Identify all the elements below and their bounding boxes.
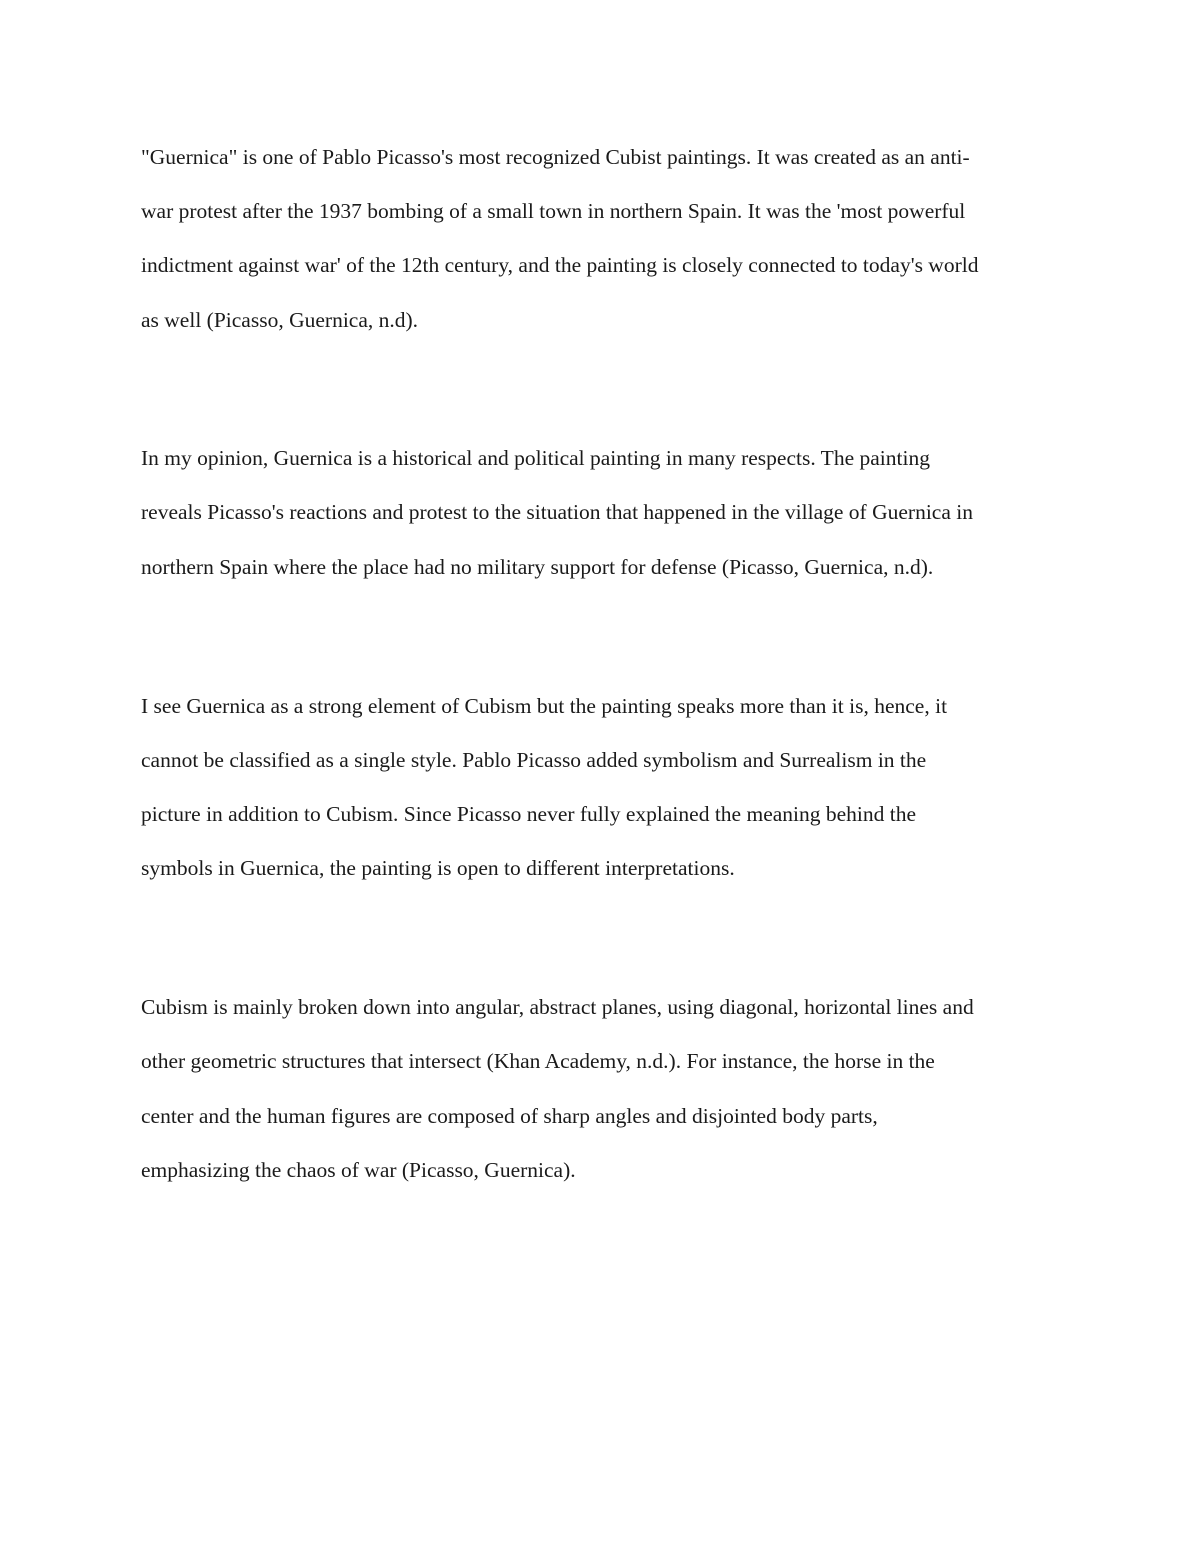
paragraph-line: war protest after the 1937 bombing of a small town in northern Spain. It was the 'most powerful	[141, 199, 966, 223]
paragraph-line: northern Spain where the place had no military support for defense (Picasso, Guernica, n.d).	[141, 555, 934, 579]
paragraph-line: Cubism is mainly broken down into angular, abstract planes, using diagonal, horizontal lines and	[141, 995, 974, 1019]
paragraph-line: center and the human figures are composed of sharp angles and disjointed body parts,	[141, 1104, 878, 1128]
paragraph-line: cannot be classified as a single style. Pablo Picasso added symbolism and Surrealism in the	[141, 748, 927, 772]
paragraph-line: I see Guernica as a strong element of Cubism but the painting speaks more than it is, hence, it	[141, 694, 948, 718]
paragraph-line: reveals Picasso's reactions and protest to the situation that happened in the village of Guernica in	[141, 500, 973, 524]
paragraph-line: In my opinion, Guernica is a historical and political painting in many respects. The painting	[141, 446, 930, 470]
paragraph-line: emphasizing the chaos of war (Picasso, Guernica).	[141, 1158, 576, 1182]
paragraph-line: symbols in Guernica, the painting is open to different interpretations.	[141, 856, 735, 880]
paragraph-line: picture in addition to Cubism. Since Picasso never fully explained the meaning behind the	[141, 802, 917, 826]
paragraph-line: as well (Picasso, Guernica, n.d).	[141, 308, 419, 332]
paragraph-line: "Guernica" is one of Pablo Picasso's most recognized Cubist paintings. It was created as an anti-	[141, 145, 970, 169]
paragraph-line: indictment against war' of the 12th century, and the painting is closely connected to today's world	[141, 253, 979, 277]
paragraph-line: other geometric structures that intersect (Khan Academy, n.d.). For instance, the horse in the	[141, 1049, 935, 1073]
